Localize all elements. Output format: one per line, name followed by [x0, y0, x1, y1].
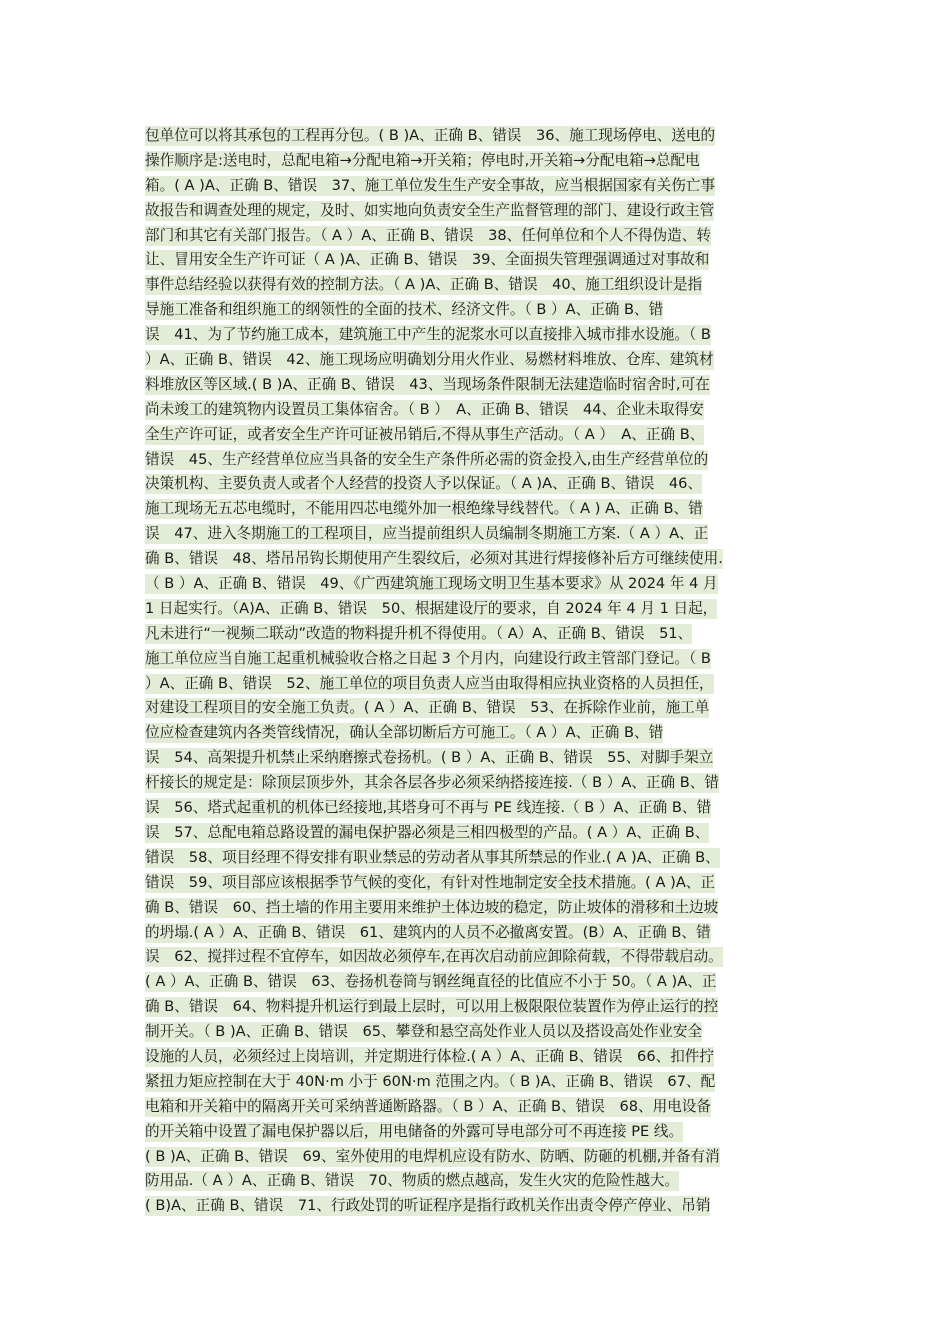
highlighted-text: 误 62、搅拌过程不宜停车，如因故必须停车,在再次启动前应卸除荷载，不得带载启动。 — [145, 948, 723, 966]
text-line — [145, 696, 810, 721]
text-line — [145, 995, 810, 1020]
text-line — [145, 672, 810, 697]
text-line — [145, 970, 810, 995]
text-line — [145, 124, 810, 149]
text-line — [145, 1194, 810, 1219]
highlighted-text: 1 日起实行。（A)A、正确 B、错误 50、根据建设厅的要求，自 2024 年 4 月 1 日起， — [145, 599, 718, 617]
highlighted-text: 制开关。（ B )A、正确 B、错误 65、攀登和悬空高处作业人员以及搭设高处作业安全 — [145, 1023, 703, 1041]
highlighted-text: 误 57、总配电箱总路设置的漏电保护器必须是三相四极型的产品。( A ）A、正确 B、 — [145, 823, 710, 841]
highlighted-text: 施工单位应当自施工起重机械验收合格之日起 3 个月内，向建设行政主管部门登记。（ B — [145, 649, 711, 667]
text-line — [145, 248, 810, 273]
text-line — [145, 1045, 810, 1070]
text-line — [145, 448, 810, 473]
highlighted-text: 位应检查建筑内各类管线情况，确认全部切断后方可施工。（ A ）A、正确 B、错 — [145, 724, 664, 742]
highlighted-text: 对建设工程项目的安全施工负责。( A ）A、正确 B、错误 53、在拆除作业前，施工单 — [145, 699, 710, 717]
highlighted-text: ）A、正确 B、错误 52、施工单位的项目负责人应当由取得相应执业资格的人员担任， — [145, 674, 714, 692]
text-line — [145, 622, 810, 647]
text-line — [145, 348, 810, 373]
document-body — [145, 124, 810, 1219]
text-line — [145, 721, 810, 746]
highlighted-text: 全生产许可证，或者安全生产许可证被吊销后,不得从事生产活动。（ A ） A、正确 B、 — [145, 425, 705, 443]
highlighted-text: 让、冒用安全生产许可证（ A )A、正确 B、错误 39、全面损失管理强调通过对事故和 — [145, 251, 710, 269]
highlighted-text: 箱。( A )A、正确 B、错误 37、施工单位发生生产安全事故，应当根据国家有关伤亡事 — [145, 176, 716, 194]
highlighted-text: 错误 59、项目部应该根据季节气候的变化，有针对性地制定安全技术措施。( A )A、正 — [145, 873, 715, 891]
highlighted-text: 的开关箱中设置了漏电保护器以后，用电储备的外露可导电部分可不再连接 PE 线。 — [145, 1122, 684, 1140]
highlighted-text: 错误 58、项目经理不得安排有职业禁忌的劳动者从事其所禁忌的作业.( A )A、正确 B、 — [145, 848, 720, 866]
highlighted-text: ( B)A、正确 B、错误 71、行政处罚的听证程序是指行政机关作出责令停产停业、吊销 — [145, 1197, 711, 1215]
text-line — [145, 921, 810, 946]
highlighted-text: 误 54、高架提升机禁止采纳磨擦式卷扬机。( B ）A、正确 B、错误 55、对脚手架立 — [145, 749, 714, 767]
highlighted-text: 电箱和开关箱中的隔离开关可采纳普通断路器。（ B ）A、正确 B、错误 68、用电设备 — [145, 1097, 711, 1115]
highlighted-text: 紧扭力矩应控制在大于 40N·m 小于 60N·m 范围之内。（ B )A、正确 B、错误 67、配 — [145, 1072, 716, 1090]
text-line — [145, 572, 810, 597]
highlighted-text: 施工现场无五芯电缆时，不能用四芯电缆外加一根绝缘导线替代。（ A ) A、正确 B、错 — [145, 500, 703, 518]
text-line — [145, 497, 810, 522]
highlighted-text: ）A、正确 B、错误 42、施工现场应明确划分用火作业、易燃材料堆放、仓库、建筑材 — [145, 351, 714, 369]
text-line — [145, 199, 810, 224]
text-line — [145, 323, 810, 348]
text-line — [145, 597, 810, 622]
text-line — [145, 298, 810, 323]
highlighted-text: ( B )A、正确 B、错误 69、室外使用的电焊机应设有防水、防晒、防砸的机棚,并备有消 — [145, 1147, 720, 1165]
highlighted-text: 的坍塌.( A ）A、正确 B、错误 61、建筑内的人员不必撤离安置。(B）A、正确 B、错 — [145, 923, 711, 941]
highlighted-text: （ B ）A、正确 B、错误 49、《广西建筑施工现场文明卫生基本要求》从 2024 年 4 月 — [145, 575, 718, 593]
text-line — [145, 1095, 810, 1120]
highlighted-text: 凡未进行“一视频二联动”改造的物料提升机不得使用。（ A）A、正确 B、错误 51、 — [145, 624, 693, 642]
text-line — [145, 896, 810, 921]
highlighted-text: 误 56、塔式起重机的机体已经接地,其塔身可不再与 PE 线连接.（ B ）A、正确 B、错 — [145, 799, 712, 817]
highlighted-text: 故报告和调查处理的规定，及时、如实地向负责安全生产监督管理的部门、建设行政主管 — [145, 201, 715, 219]
highlighted-text: 导施工准备和组织施工的纲领性的全面的技术、经济文件。（ B ）A、正确 B、错 — [145, 301, 664, 319]
highlighted-text: 确 B、错误 48、塔吊吊钩长期使用产生裂纹后，必须对其进行焊接修补后方可继续使用. — [145, 550, 723, 568]
text-line — [145, 647, 810, 672]
highlighted-text: 尚未竣工的建筑物内设置员工集体宿舍。（ B ） A、正确 B、错误 44、企业未取得安 — [145, 400, 704, 418]
text-line — [145, 547, 810, 572]
highlighted-text: 事件总结经验以获得有效的控制方法。（ A )A、正确 B、错误 40、施工组织设计是指 — [145, 276, 703, 294]
text-line — [145, 1145, 810, 1170]
text-line — [145, 224, 810, 249]
text-line — [145, 796, 810, 821]
text-line — [145, 149, 810, 174]
highlighted-text: 误 47、进入冬期施工的工程项目，应当提前组织人员编制冬期施工方案.（ A ）A、正 — [145, 525, 709, 543]
highlighted-text: 确 B、错误 64、物料提升机运行到最上层时，可以用上极限限位装置作为停止运行的控 — [145, 998, 719, 1016]
text-line — [145, 174, 810, 199]
text-line — [145, 871, 810, 896]
text-line — [145, 945, 810, 970]
highlighted-text: 设施的人员，必须经过上岗培训，并定期进行体检.( A ）A、正确 B、错误 66、扣件拧 — [145, 1047, 714, 1065]
text-line — [145, 1120, 810, 1145]
text-line — [145, 423, 810, 448]
highlighted-text: 决策机构、主要负责人或者个人经营的投资人予以保证。（ A )A、正确 B、错误 46、 — [145, 475, 703, 493]
highlighted-text: 防用品.（ A ）A、正确 B、错误 70、物质的燃点越高，发生火灾的危险性越大。 — [145, 1172, 680, 1190]
text-line — [145, 1169, 810, 1194]
text-line — [145, 373, 810, 398]
highlighted-text: 包单位可以将其承包的工程再分包。( B )A、正确 B、错误 36、施工现场停电、送电的 — [145, 127, 716, 144]
highlighted-text: 误 41、为了节约施工成本，建筑施工中产生的泥浆水可以直接排入城市排水设施。（ B — [145, 326, 711, 344]
highlighted-text: ( A ）A、正确 B、错误 63、卷扬机卷筒与钢丝绳直径的比值应不小于 50。（ A )A、正 — [145, 973, 717, 991]
text-line — [145, 821, 810, 846]
text-line — [145, 522, 810, 547]
text-line — [145, 846, 810, 871]
text-line — [145, 746, 810, 771]
text-line — [145, 273, 810, 298]
text-line — [145, 472, 810, 497]
highlighted-text: 操作顺序是:送电时，总配电箱→分配电箱→开关箱；停电时,开关箱→分配电箱→总配电 — [145, 151, 700, 169]
text-line — [145, 771, 810, 796]
highlighted-text: 杆接长的规定是：除顶层顶步外，其余各层各步必须采纳搭接连接.（ B ）A、正确 B、错 — [145, 774, 719, 792]
text-line — [145, 1070, 810, 1095]
text-line — [145, 398, 810, 423]
highlighted-text: 料堆放区等区域.( B )A、正确 B、错误 43、当现场条件限制无法建造临时宿舍时,可在 — [145, 375, 710, 393]
highlighted-text: 部门和其它有关部门报告。（ A ）A、正确 B、错误 38、任何单位和个人不得伪造、转 — [145, 226, 711, 244]
highlighted-text: 确 B、错误 60、挡土墙的作用主要用来维护土体边坡的稳定，防止坡体的滑移和土边坡 — [145, 898, 719, 916]
highlighted-text: 错误 45、生产经营单位应当具备的安全生产条件所必需的资金投入,由生产经营单位的 — [145, 450, 709, 468]
text-line — [145, 1020, 810, 1045]
